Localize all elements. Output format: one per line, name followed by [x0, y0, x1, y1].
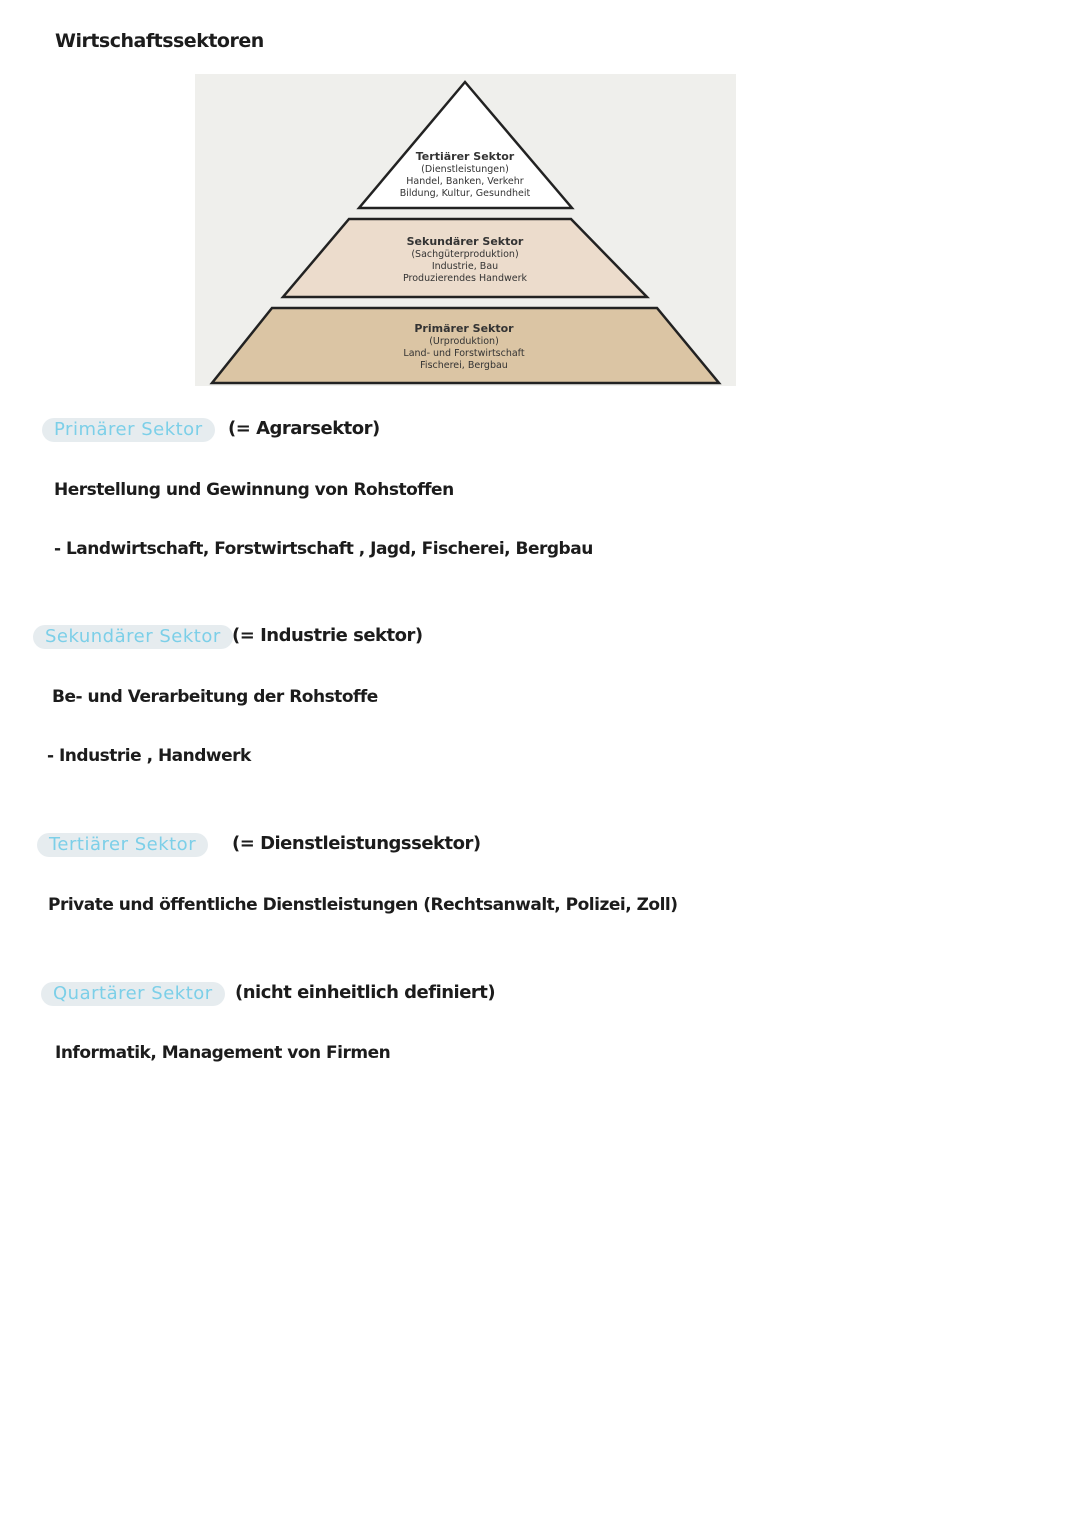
section-line-quaternary-definition: Informatik, Management von Firmen: [55, 1043, 391, 1063]
pyramid-tier-line: Industrie, Bau: [431, 261, 499, 272]
pyramid-tier-line: (Urproduktion): [429, 336, 499, 347]
section-label-quaternary: Quartärer Sektor: [41, 982, 225, 1006]
section-note-secondary: (= Industrie sektor): [232, 625, 423, 646]
pyramid-tier-title: Tertiärer Sektor: [415, 150, 515, 163]
section-line-primary-examples: - Landwirtschaft, Forstwirtschaft , Jagd, Fischerei, Bergbau: [54, 539, 593, 559]
section-note-quaternary: (nicht einheitlich definiert): [235, 982, 496, 1003]
section-label-tertiary: Tertiärer Sektor: [37, 833, 208, 857]
pyramid-tier-secondary: [365, 235, 565, 285]
section-label-secondary: Sekundärer Sektor: [33, 625, 233, 649]
pyramid-tier-line: Produzierendes Handwerk: [402, 273, 528, 284]
section-line-secondary-examples: - Industrie , Handwerk: [47, 746, 251, 766]
pyramid-tier-line: Land- und Forstwirtschaft: [403, 348, 525, 359]
section-line-primary-definition: Herstellung und Gewinnung von Rohstoffen: [54, 480, 454, 500]
section-label-primary: Primärer Sektor: [42, 418, 215, 442]
pyramid-tier-primary: [364, 322, 564, 372]
pyramid-tier-line: Fischerei, Bergbau: [420, 360, 508, 371]
pyramid-tier-title: Primärer Sektor: [414, 322, 514, 335]
pyramid-tier-line: Handel, Banken, Verkehr: [406, 176, 524, 187]
page-title: Wirtschaftssektoren: [55, 30, 264, 52]
section-note-tertiary: (= Dienstleistungssektor): [232, 833, 481, 854]
section-line-tertiary-definition: Private und öffentliche Dienstleistungen (Rechtsanwalt, Polizei, Zoll): [48, 895, 678, 915]
section-line-secondary-definition: Be- und Verarbeitung der Rohstoffe: [52, 687, 378, 707]
sector-pyramid-figure: [195, 74, 736, 386]
pyramid-tier-line: Bildung, Kultur, Gesundheit: [399, 188, 531, 199]
pyramid-tier-tertiary: [365, 150, 565, 200]
pyramid-tier-line: (Dienstleistungen): [421, 164, 509, 175]
pyramid-tier-line: (Sachgüterproduktion): [411, 249, 519, 260]
section-note-primary: (= Agrarsektor): [228, 418, 380, 439]
pyramid-tier-title: Sekundärer Sektor: [406, 235, 524, 248]
